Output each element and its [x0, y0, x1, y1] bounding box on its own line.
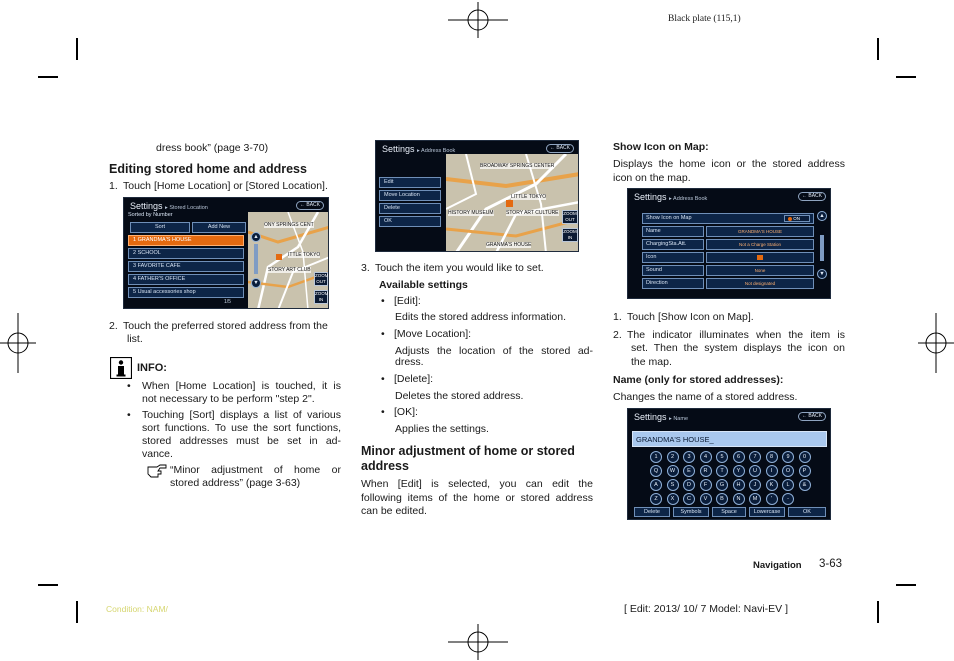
scrollbar[interactable] [254, 244, 258, 274]
zoom-out-button[interactable]: ZOOM OUT [563, 211, 577, 222]
screenshot-address-book-settings [627, 188, 831, 299]
keyboard-key[interactable]: N [733, 493, 745, 505]
keyboard-key[interactable]: W [667, 465, 679, 477]
delete-key[interactable]: Delete [634, 507, 670, 517]
info-bullet-2-cont: vance. [142, 448, 173, 460]
info-icon [110, 357, 132, 379]
keyboard-key[interactable]: X [667, 493, 679, 505]
keyboard-key[interactable]: 7 [749, 451, 761, 463]
setting-value [706, 252, 814, 263]
setting-row-charging[interactable] [642, 239, 816, 250]
back-button[interactable]: ← BACK [798, 192, 826, 201]
map-label: ITTLE TOKYO [288, 252, 321, 258]
keyboard-key[interactable]: 3 [683, 451, 695, 463]
screen-title: Settings ▸ Address Book [382, 144, 456, 154]
reference-pointer-icon [147, 464, 167, 478]
scroll-down-icon[interactable]: ▼ [251, 278, 261, 288]
keyboard-key[interactable]: 8 [766, 451, 778, 463]
step-1: 1. Touch [Show Icon on Map]. [613, 311, 754, 323]
map-view[interactable] [248, 212, 329, 309]
info-bullet-1: • [127, 380, 131, 392]
paragraph-cont: can be edited. [361, 505, 427, 517]
info-bullet-2-cont: stored addresses must be set in ad- [142, 435, 341, 447]
keyboard-key[interactable]: O [782, 465, 794, 477]
setting-move-desc-cont: dress. [395, 356, 424, 368]
info-bullet-1-cont: not necessary to be perform "step 2". [142, 393, 315, 405]
setting-move-key: [Move Location]: [394, 328, 472, 340]
show-icon-heading: Show Icon on Map: [613, 141, 709, 153]
delete-button[interactable]: Delete [379, 203, 441, 214]
zoom-in-button[interactable]: ZOOM IN [315, 291, 329, 302]
add-new-button[interactable]: Add New [192, 222, 246, 233]
screen-title: Settings ▸ Stored Location [130, 201, 208, 211]
keyboard-key[interactable]: T [716, 465, 728, 477]
bullet: • [381, 406, 385, 418]
plate-label: Black plate (115,1) [668, 14, 741, 24]
keyboard-key[interactable]: Y [733, 465, 745, 477]
move-location-button[interactable]: Move Location [379, 190, 441, 201]
info-bullet-1-text: When [Home Location] is touched, it is [142, 380, 341, 392]
screenshot-stored-location [123, 197, 329, 309]
back-button[interactable]: ← BACK [296, 201, 324, 210]
section-heading-editing: Editing stored home and address [109, 162, 307, 176]
keyboard-key[interactable]: E [683, 465, 695, 477]
on-indicator: ON [784, 215, 810, 222]
scroll-up-icon[interactable]: ▲ [817, 211, 827, 221]
keyboard-key[interactable]: L [782, 479, 794, 491]
scrollbar[interactable] [820, 235, 824, 261]
step-2: 2. Touch the preferred stored address from the [109, 320, 328, 332]
setting-ok-key: [OK]: [394, 406, 418, 418]
screenshot-address-book-edit [375, 140, 579, 252]
section-heading-minor-adjustment-cont: address [361, 459, 409, 473]
setting-edit-key: [Edit]: [394, 295, 421, 307]
keyboard-key[interactable]: D [683, 479, 695, 491]
show-icon-desc: Displays the home icon or the stored address [613, 158, 845, 170]
keyboard-key[interactable]: V [700, 493, 712, 505]
edit-info: [ Edit: 2013/ 10/ 7 Model: Navi-EV ] [624, 603, 789, 615]
setting-row-name[interactable] [642, 226, 816, 237]
setting-label: Direction [642, 278, 704, 289]
setting-value: None [706, 265, 814, 276]
screen-title: Settings ▸ Name [634, 412, 689, 422]
footer-page-number: 3-63 [819, 558, 843, 570]
setting-delete-key: [Delete]: [394, 373, 434, 385]
keyboard-key[interactable]: Q [650, 465, 662, 477]
keyboard-key[interactable]: ' [766, 493, 778, 505]
keyboard-key[interactable]: 2 [667, 451, 679, 463]
map-label: STORY ART CLUB [268, 267, 311, 273]
back-button[interactable]: ← BACK [546, 144, 574, 153]
keyboard-key[interactable]: J [749, 479, 761, 491]
ok-button[interactable]: OK [379, 216, 441, 227]
keyboard-key[interactable]: 4 [700, 451, 712, 463]
setting-label: ChargingSta.Att. [642, 239, 704, 250]
info-bullet-2: • [127, 409, 131, 421]
paragraph: When [Edit] is selected, you can edit the [361, 478, 593, 490]
name-desc: Changes the name of a stored address. [613, 391, 798, 403]
map-label: ONY SPRINGS CENT [264, 222, 314, 228]
setting-edit-desc: Edits the stored address information. [395, 311, 567, 323]
step-2: 2. The indicator illuminates when the item is [613, 329, 845, 341]
sort-button[interactable]: Sort [130, 222, 190, 233]
map-label: BROADWAY SPRINGS CENTER [480, 163, 555, 169]
symbols-key[interactable]: Symbols [673, 507, 709, 517]
keyboard-key[interactable]: C [683, 493, 695, 505]
keyboard-key[interactable]: - [782, 493, 794, 505]
keyboard-key[interactable]: A [650, 479, 662, 491]
keyboard-key[interactable]: 6 [733, 451, 745, 463]
keyboard-key[interactable]: S [667, 479, 679, 491]
setting-label: Sound [642, 265, 704, 276]
setting-delete-desc: Deletes the stored address. [395, 390, 524, 402]
continued-reference: dress book” (page 3-70) [156, 142, 269, 154]
setting-row-show-icon[interactable] [642, 213, 816, 224]
info-label: INFO: [137, 362, 167, 374]
keyboard-key[interactable]: P [799, 465, 811, 477]
available-settings-heading: Available settings [379, 279, 468, 291]
ok-key[interactable]: OK [788, 507, 826, 517]
back-button[interactable]: ← BACK [798, 412, 826, 421]
paragraph-cont: following items of the home or stored address [361, 492, 593, 504]
map-label: HISTORY MUSEUM [448, 210, 494, 216]
setting-row-icon[interactable] [642, 252, 816, 263]
keyboard-key[interactable]: F [700, 479, 712, 491]
screen-title: Settings ▸ Address Book [634, 192, 708, 202]
keyboard-key[interactable]: H [733, 479, 745, 491]
space-key[interactable]: Space [712, 507, 746, 517]
zoom-in-button[interactable]: ZOOM IN [563, 229, 577, 240]
scroll-down-icon[interactable]: ▼ [817, 269, 827, 279]
list-item[interactable]: 4 FATHER'S OFFICE [128, 274, 244, 285]
registration-mark-right [918, 313, 954, 373]
keyboard-key[interactable]: Z [650, 493, 662, 505]
registration-mark-left [0, 313, 36, 373]
condition-label: Condition: NAM/ [106, 604, 168, 614]
setting-value: Not designated [706, 278, 814, 289]
list-item[interactable]: 5 Usual accessories shop [128, 287, 244, 298]
keyboard-key[interactable]: & [799, 479, 811, 491]
setting-label: Name [642, 226, 704, 237]
registration-mark-bottom [448, 624, 508, 660]
zoom-out-button[interactable]: ZOOM OUT [315, 273, 329, 284]
reference-text: “Minor adjustment of home or [170, 464, 341, 476]
keyboard-key[interactable]: M [749, 493, 761, 505]
keyboard-key[interactable]: 1 [650, 451, 662, 463]
info-bullet-2-cont: sort functions. To use the sort functions, [142, 422, 341, 434]
section-heading-minor-adjustment: Minor adjustment of home or stored [361, 444, 575, 458]
info-bullet-2-text: Touching [Sort] displays a list of various [142, 409, 341, 421]
setting-row-direction[interactable] [642, 278, 816, 289]
list-item[interactable]: 2 SCHOOL [128, 248, 244, 259]
step-2-cont: the map. [631, 356, 672, 368]
keyboard-key[interactable]: 9 [782, 451, 794, 463]
keyboard-key[interactable]: U [749, 465, 761, 477]
lowercase-key[interactable]: Lowercase [749, 507, 785, 517]
step-1: 1. Touch [Home Location] or [Stored Location]. [109, 180, 328, 192]
bullet: • [381, 295, 385, 307]
list-item[interactable]: 3 FAVORITE CAFE [128, 261, 244, 272]
map-label: GRANMA'S HOUSE [486, 242, 532, 248]
house-icon [757, 255, 763, 260]
keyboard-key[interactable]: B [716, 493, 728, 505]
bullet: • [381, 373, 385, 385]
reference-text-cont: stored address” (page 3-63) [170, 477, 301, 489]
keyboard-key[interactable]: 0 [799, 451, 811, 463]
setting-label: Icon [642, 252, 704, 263]
name-heading: Name (only for stored addresses): [613, 374, 784, 386]
edit-button[interactable]: Edit [379, 177, 441, 188]
map-view[interactable] [446, 154, 579, 252]
step-2-cont: list. [127, 333, 143, 345]
list-item[interactable]: 1 GRANDMA'S HOUSE [128, 235, 244, 246]
setting-row-sound[interactable] [642, 265, 816, 276]
step-3: 3. Touch the item you would like to set. [361, 262, 544, 274]
screenshot-name-keyboard [627, 408, 831, 520]
scroll-up-icon[interactable]: ▲ [251, 232, 261, 242]
show-icon-desc-cont: icon on the map. [613, 172, 691, 184]
bullet: • [381, 328, 385, 340]
name-input[interactable]: GRANDMA'S HOUSE_ [632, 431, 827, 447]
setting-ok-desc: Applies the settings. [395, 423, 489, 435]
keyboard-key[interactable]: 5 [716, 451, 728, 463]
footer-section: Navigation [753, 560, 802, 571]
keyboard-key[interactable]: I [766, 465, 778, 477]
setting-value: GRANDMA'S HOUSE [706, 226, 814, 237]
map-label: STORY ART CULTURE [506, 210, 559, 216]
keyboard-key[interactable]: K [766, 479, 778, 491]
keyboard-key[interactable]: R [700, 465, 712, 477]
sorted-by-label: Sorted by Number [128, 212, 173, 218]
setting-label: Show Icon on Map [642, 213, 814, 224]
keyboard-key[interactable]: G [716, 479, 728, 491]
step-2-cont: set. Then the system displays the icon on [631, 342, 845, 354]
page-counter: 1/5 [224, 299, 231, 305]
setting-value: Not a Charge Station [706, 239, 814, 250]
registration-mark-top [448, 2, 508, 38]
map-label: LITTLE TOKYO [511, 194, 547, 200]
setting-move-desc: Adjusts the location of the stored ad- [395, 345, 593, 357]
